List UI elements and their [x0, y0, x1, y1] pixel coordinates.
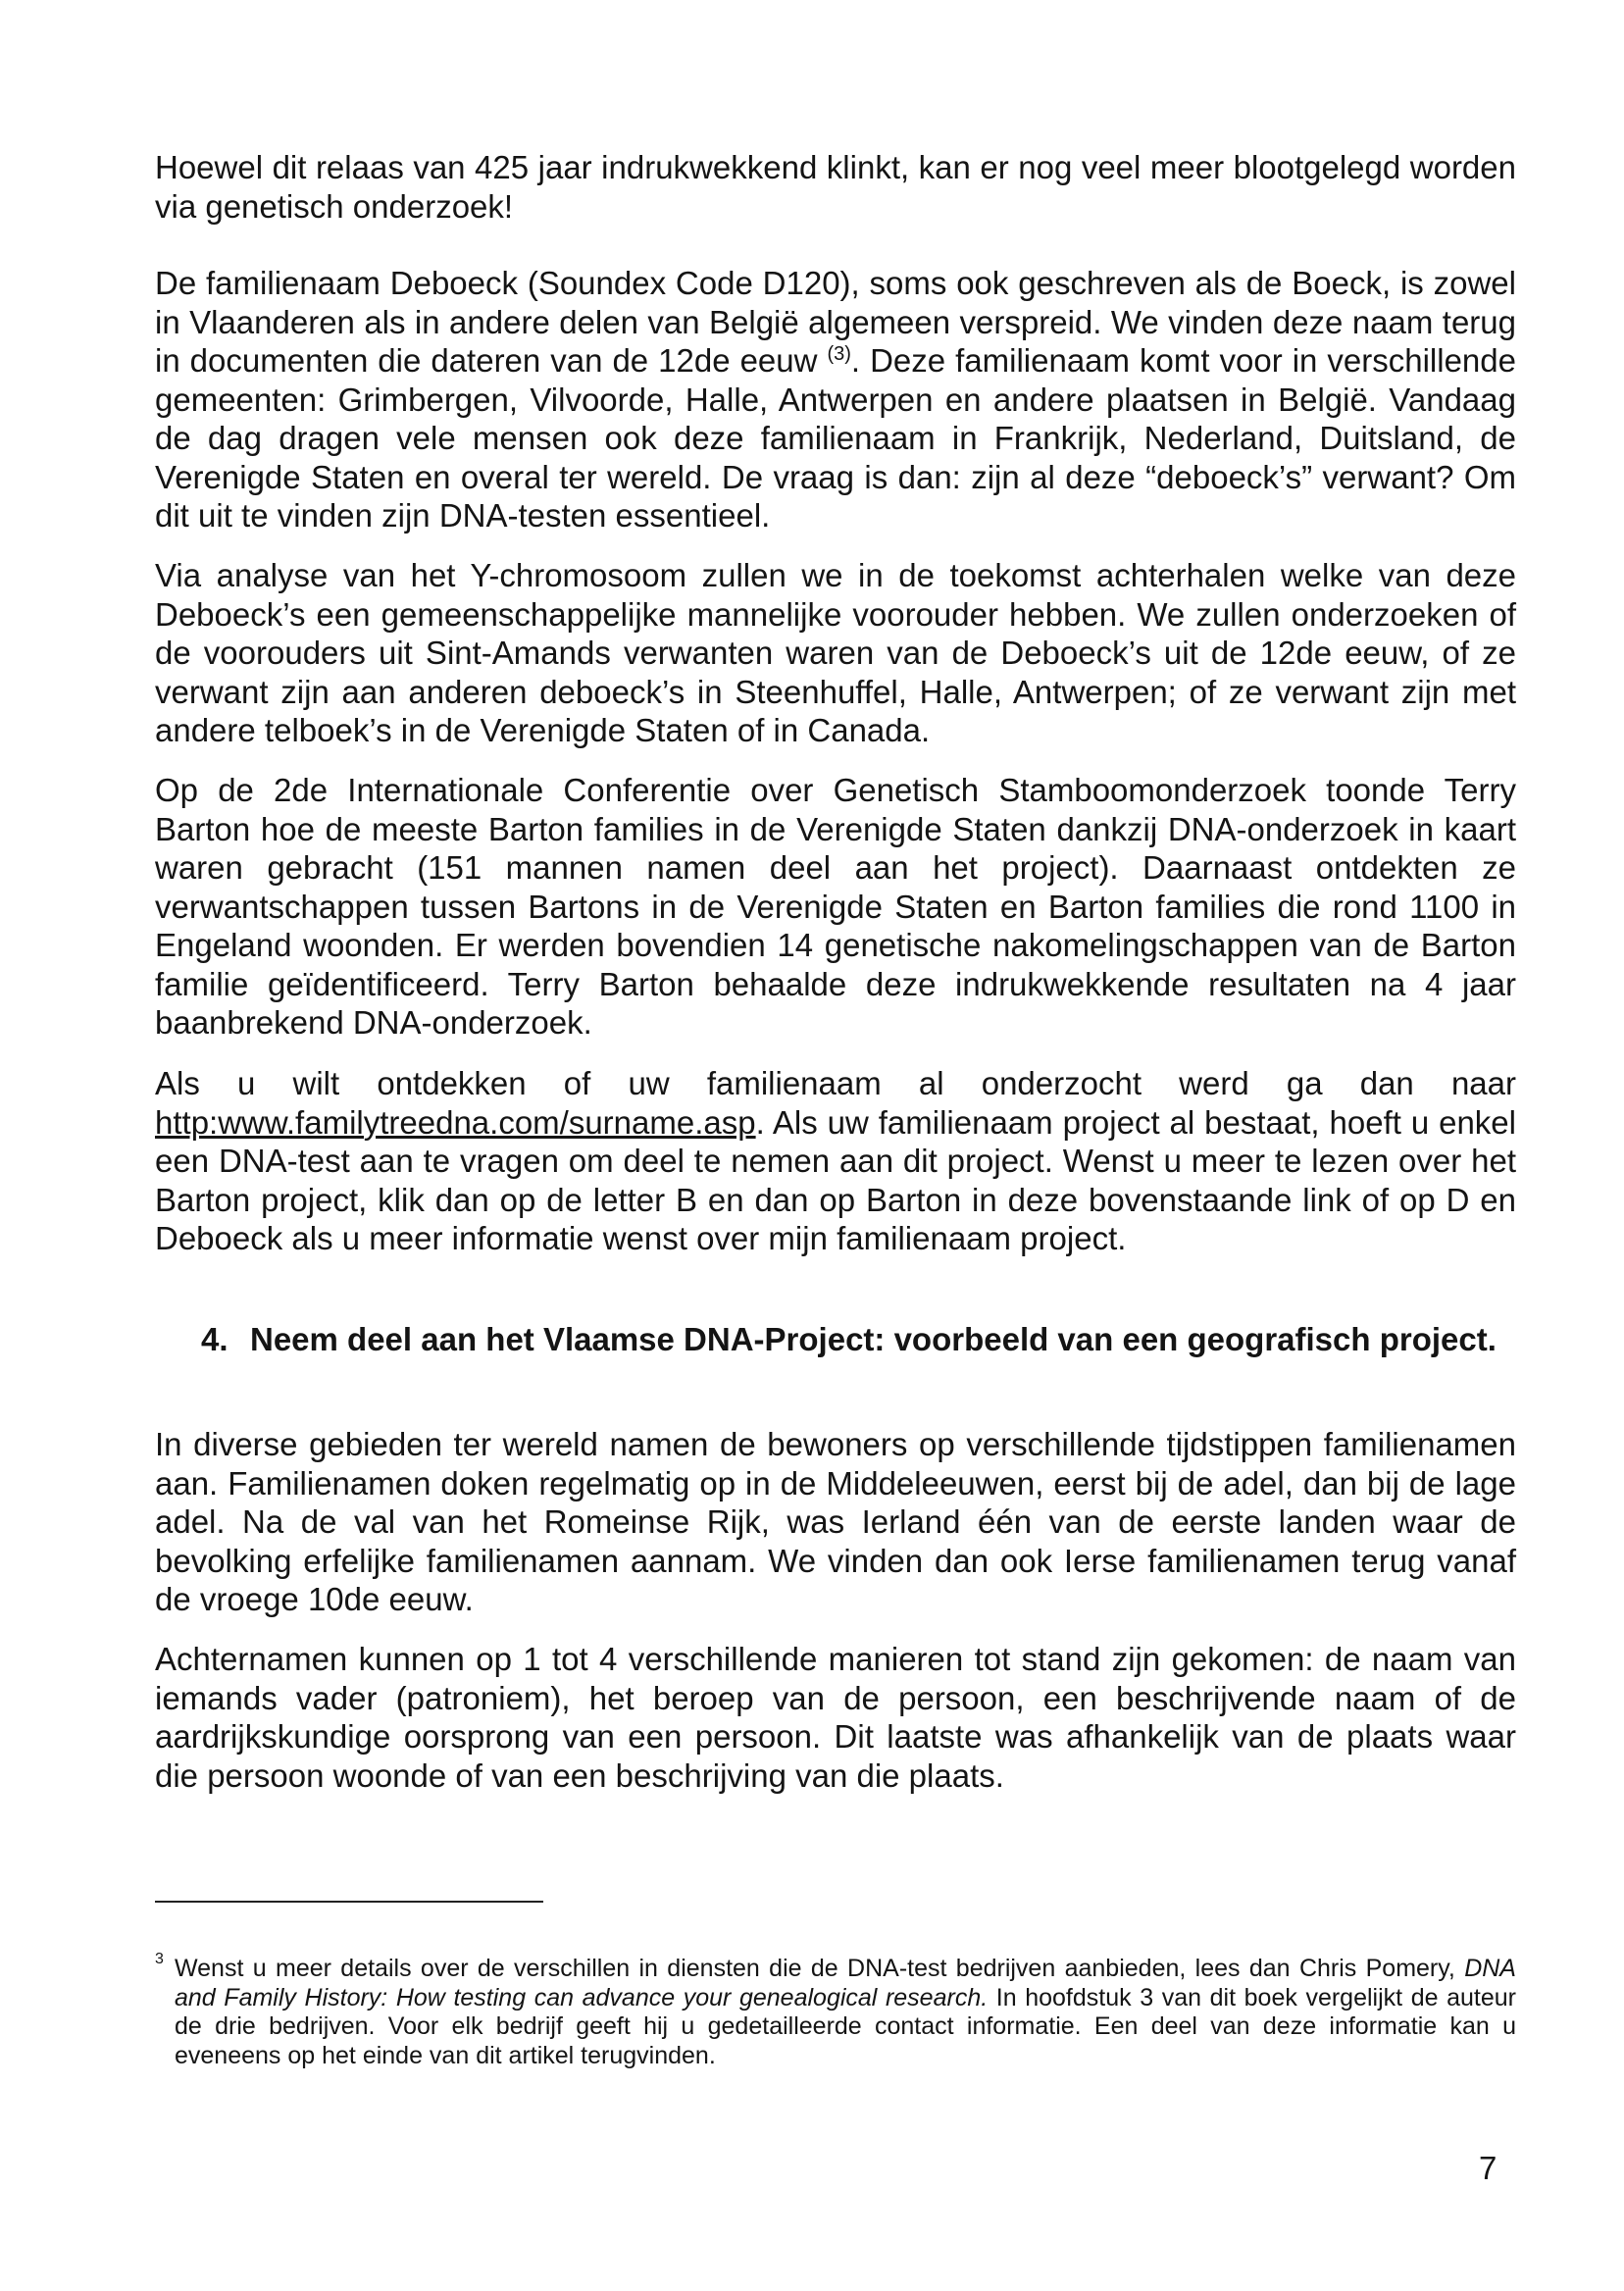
footnote-mark: 3: [155, 1951, 164, 1967]
paragraph-familienamen-geschiedenis: [155, 1425, 1516, 1619]
paragraph-intro-text: Hoewel dit relaas van 425 jaar indrukwekkend klinkt, kan er nog veel meer blootgelegd worden via genetisch onderzoek!: [155, 149, 1516, 225]
section-heading: [201, 1320, 1516, 1358]
paragraph-intro: [155, 148, 1516, 226]
paragraph-achternamen-text: Achternamen kunnen op 1 tot 4 verschillende manieren tot stand zijn gekomen: de naam van iemands vader (patroniem), het beroep van de persoon, een beschrijvende naam of de aardrijkskundige oorsprong van een persoon. Dit laatste was afhankelijk van de plaats waar die persoon woonde of van een beschrijving van die plaats.: [155, 1641, 1516, 1794]
section-number: 4.: [201, 1321, 228, 1357]
paragraph-familienaam-deboeck: [155, 264, 1516, 535]
page-number: 7: [1479, 2150, 1497, 2186]
paragraph-familienaam-deboeck-text-1: De familienaam Deboeck (Soundex Code D120), soms ook geschreven als de Boeck, is zowel in Vlaanderen als in andere delen van België algemeen verspreid. We vinden deze naam terug in documenten die dateren van de 12de eeuw: [155, 265, 1516, 379]
paragraph-barton-conferentie: [155, 771, 1516, 1043]
paragraph-achternamen: [155, 1640, 1516, 1795]
paragraph-familienaam-project: [155, 1064, 1516, 1258]
footnote-reference: (3): [827, 343, 851, 365]
footnote-separator: [155, 1901, 543, 1903]
paragraph-familienaam-deboeck-text-2: . Deze familienaam komt voor in verschillende gemeenten: Grimbergen, Vilvoorde, Halle, Antwerpen en andere plaatsen in België. Vandaag de dag dragen vele mensen ook deze familienaam in Frankrijk, Nederland, Duitsland, de Verenigde Staten en overal ter wereld. De vraag is dan: zijn al deze “deboeck’s” verwant? Om dit uit te vinden zijn DNA-testen essentieel.: [155, 342, 1516, 534]
paragraph-familienaam-project-text-2: . Als uw familienaam project al bestaat, hoeft u enkel een DNA-test aan te vragen om deel te nemen aan dit project. Wenst u meer te lezen over het Barton project, klik dan op de letter B en dan op Barton in deze bovenstaande link of op D en Deboeck als u meer informatie wenst over mijn familienaam project.: [155, 1103, 1516, 1256]
paragraph-y-chromosoom: [155, 556, 1516, 750]
footnote: [155, 1951, 1516, 2070]
section-title: Neem deel aan het Vlaamse DNA-Project: voorbeeld van een geografisch project.: [250, 1321, 1497, 1357]
footnote-text-2: In hoofdstuk 3 van dit boek vergelijkt de auteur de drie bedrijven. Voor elk bedrijf geeft hij u gedetailleerde contact informatie. Een deel van deze informatie kan u eveneens op het einde van dit artikel terugvinden.: [175, 1983, 1516, 2069]
paragraph-y-chromosoom-text: Via analyse van het Y-chromosoom zullen we in de toekomst achterhalen welke van deze Deboeck’s een gemeenschappelijke mannelijke voorouder hebben. We zullen onderzoeken of de voorouders uit Sint-Amands verwanten waren van de Deboeck’s uit de 12de eeuw, of ze verwant zijn aan anderen deboeck’s in Steenhuffel, Halle, Antwerpen; of ze verwant zijn met andere telboek’s in de Verenigde Staten of in Canada.: [155, 557, 1516, 748]
paragraph-barton-conferentie-text: Op de 2de Internationale Conferentie over Genetisch Stamboomonderzoek toonde Terry Barton hoe de meeste Barton families in de Verenigde Staten dankzij DNA-onderzoek in kaart waren gebracht (151 mannen namen deel aan het project). Daarnaast ontdekten ze verwantschappen tussen Bartons in de Verenigde Staten en Barton families die rond 1100 in Engeland woonden. Er werden bovendien 14 genetische nakomelingschappen van de Barton familie geïdentificeerd. Terry Barton behaalde deze indrukwekkende resultaten na 4 jaar baanbrekend DNA-onderzoek.: [155, 772, 1516, 1041]
footnote-text-1: Wenst u meer details over de verschillen in diensten die de DNA-test bedrijven aanbieden, lees dan Chris Pomery,: [175, 1955, 1465, 1982]
familytreedna-link[interactable]: http:www.familytreedna.com/surname.asp: [155, 1103, 756, 1141]
paragraph-familienaam-project-text-1: Als u wilt ontdekken of uw familienaam al onderzocht werd ga dan naar: [155, 1065, 1516, 1101]
footnote-book-title: DNA and Family History: How testing can advance your genealogical research.: [175, 1955, 1516, 2011]
footnote-body: [155, 1955, 1516, 2070]
paragraph-familienamen-geschiedenis-text: In diverse gebieden ter wereld namen de bewoners op verschillende tijdstippen familienamen aan. Familienamen doken regelmatig op in de Middeleeuwen, eerst bij de adel, dan bij de lage adel. Na de val van het Romeinse Rijk, was Ierland één van de eerste landen waar de bevolking erfelijke familienamen aannam. We vinden dan ook Ierse familienamen terug vanaf de vroege 10de eeuw.: [155, 1426, 1516, 1617]
